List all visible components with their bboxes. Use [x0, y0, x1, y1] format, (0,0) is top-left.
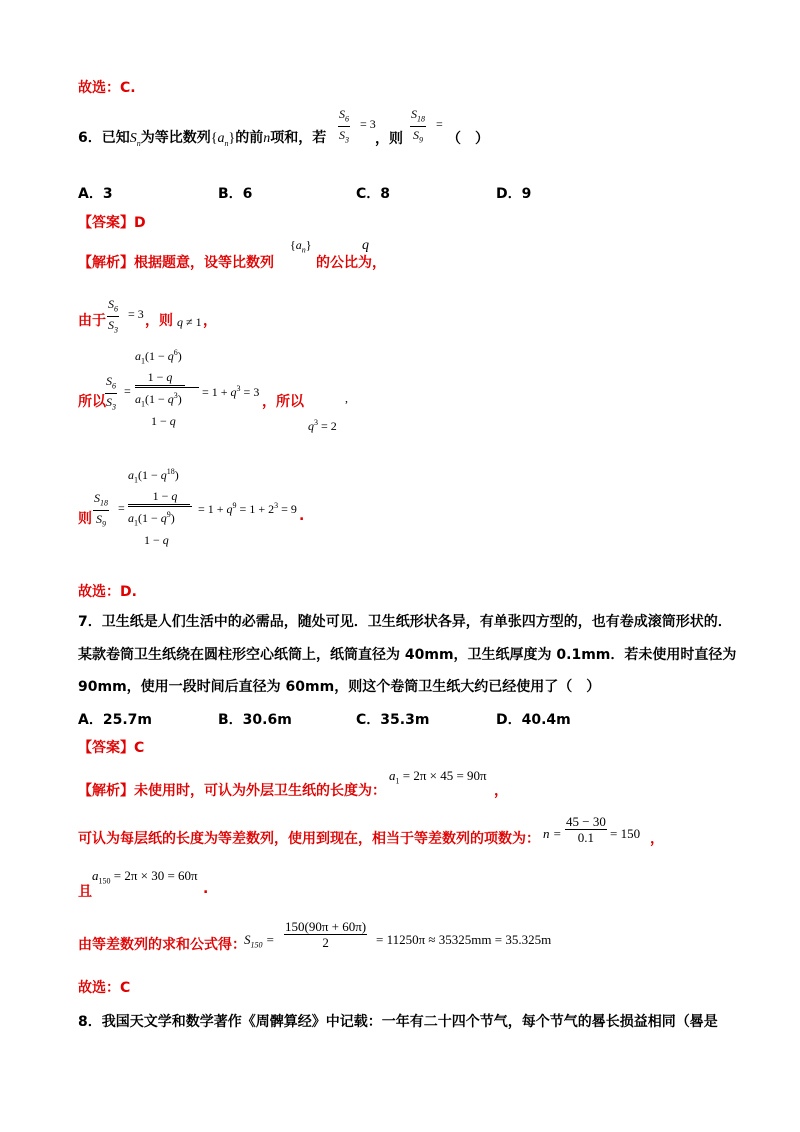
q7-s150: $S_{150}$ = — [244, 932, 275, 950]
q6-math-n: n — [263, 131, 271, 146]
q7-math-a150: $a_{150} = 2\pi \times 30 = 60\pi$ — [92, 868, 198, 886]
q7-comma-1: ， — [494, 783, 508, 799]
q6-eq-blank: = — [436, 117, 443, 131]
q6-blank: （ ） — [447, 131, 489, 147]
q6-comma-math: , — [345, 391, 348, 405]
q6-option-a: A．3 — [78, 186, 113, 202]
q7-conclusion: 故选：C — [78, 980, 131, 996]
q7-analysis-1 — [78, 780, 386, 800]
q7-sum-result: = 11250π ≈ 35325mm = 35.325m — [376, 932, 552, 947]
q6-q-neq-1: q ≠ 1 — [177, 315, 202, 329]
q6-q3-eq-2: $q^3 = 2$ — [308, 418, 337, 433]
q6-answer: 【答案】D — [78, 215, 146, 231]
q6-analysis-1b: 的公比为 — [316, 255, 372, 271]
q7-period-3: . — [203, 881, 209, 897]
q7-math-a1-val: = 2π × 45 = 90π — [402, 768, 487, 783]
q6-analysis-1-text: 根据题意，设等比数列 — [134, 255, 274, 271]
q7-option-c: C．35.3m — [356, 712, 430, 728]
q7-line-1: 7．卫生纸是人们生活中的必需品，随处可见．卫生纸形状各异，有单张四方型的，也有卷成滚筒形状的． — [78, 614, 732, 630]
q7-option-d: D．40.4m — [496, 712, 571, 728]
q6-number: 6． — [78, 130, 102, 146]
q6-frac-s18-s9: $\frac{S_{18}}{S_9}$ — [411, 107, 425, 145]
q6-analysis-4b: . — [299, 508, 305, 524]
q6-eq3-b: = 3 — [128, 307, 144, 321]
q6-analysis-2c: ， — [203, 313, 217, 329]
q7-option-b: B．30.6m — [218, 712, 292, 728]
q5-conclusion: 故选：C. — [78, 80, 136, 96]
q7-line-3: 90mm，使用一段时间后直径为 60mm，则这个卷筒卫生纸大约已经使用了（ ） — [78, 679, 601, 695]
q6-option-d: D．9 — [496, 186, 532, 202]
q7-line-2: 某款卷筒卫生纸绕在圆柱形空心纸筒上，纸筒直径为 40mm，卫生纸厚度为 0.1mm．若未使用时直径为 — [78, 647, 737, 663]
q7-analysis-2: 可认为每层纸的长度为等差数列，使用到现在，相当于等差数列的项数为： — [78, 831, 540, 847]
q6-eq-d: = — [118, 501, 125, 515]
q6-stem — [78, 128, 326, 154]
q6-eq-result: = $1 + q^9 = 1 + 2^3 = 9$ — [198, 501, 297, 516]
q6-complex-frac: $a_1(1 - q^6)$ 1 − q $a_1(1 - q^3)$ 1 − q — [135, 345, 199, 429]
q8-line-1: 8．我国天文学和数学著作《周髀算经》中记载：一年有二十四个节气，每个节气的晷长损益相同（晷是 — [78, 1014, 718, 1030]
q7-analysis-1-text: 未使用时，可认为外层卫生纸的长度为： — [134, 783, 386, 799]
q6-analysis-2b: ，则 — [145, 313, 173, 329]
q6-complex-frac-2: $a_1(1 - q^{18})$ 1 − q $a_1(1 - q^9)$ 1 − q — [128, 464, 192, 548]
q6-eq-c: = — [124, 384, 131, 398]
q6-frac-s6-s3-b: $\frac{S_6}{S_3}$ — [108, 297, 118, 335]
q6-math-an: $\{a_n\}$ — [210, 131, 236, 148]
q6-option-b: B．6 — [218, 186, 253, 202]
q6-analysis-1c: ， — [372, 255, 386, 271]
q6-math-an-2: $\{a_n\}$ — [290, 238, 312, 255]
q7-math-a1: $a_1 = 2\pi \times 45 = 90\pi$ — [389, 768, 487, 786]
q7-analysis-4: 由等差数列的求和公式得： — [78, 937, 246, 953]
q7-n-eq: n = — [543, 826, 562, 841]
q6-frac-s6-s3: $\frac{S_6}{S_3}$ — [339, 107, 349, 145]
q6-analysis-3b: ，所以 — [262, 394, 304, 410]
q7-comma-2: ， — [650, 831, 664, 847]
q6-analysis-3a: 所以 — [78, 394, 106, 410]
q6-analysis-label: 【解析】 — [78, 255, 134, 271]
q6-math-sn: $S_n$ — [129, 131, 141, 148]
q7-math-a150-val: = 2π × 30 = 60π — [113, 868, 198, 883]
q6-eq-1-plus-q3: = $1 + q^3 = 3$ — [202, 384, 260, 399]
q6-analysis-1 — [78, 252, 274, 272]
q6-analysis-4a: 则 — [78, 511, 92, 527]
q7-frac-n: $\frac{45 - 30}{0.1}$ — [566, 814, 606, 845]
q6-stem-d: 项和，若 — [270, 130, 327, 146]
q6-stem-c: 的前 — [235, 130, 264, 146]
q6-conclusion: 故选：D. — [78, 584, 137, 600]
q7-eq-150: = 150 — [610, 826, 641, 841]
q6-frac-s6-s3-c: $\frac{S_6}{S_3}$ — [106, 374, 116, 412]
q6-stem-e: ，则 — [375, 131, 403, 147]
q7-option-a: A．25.7m — [78, 712, 152, 728]
q7-frac-sum: $\frac{150(90\pi + 60\pi)}{2}$ — [285, 919, 367, 950]
q7-answer: 【答案】C — [78, 740, 145, 756]
q6-stem-a: 已知 — [101, 130, 130, 146]
q6-eq3: = 3 — [360, 117, 376, 131]
q6-frac-s18-s9-b: $\frac{S_{18}}{S_9}$ — [94, 491, 108, 529]
q7-analysis-label: 【解析】 — [78, 783, 134, 799]
q6-analysis-2a: 由于 — [78, 313, 106, 329]
q7-analysis-3: 且 — [78, 884, 92, 900]
q6-math-q: q — [362, 238, 369, 253]
q6-option-c: C．8 — [356, 186, 391, 202]
q6-stem-b: 为等比数列 — [140, 130, 211, 146]
